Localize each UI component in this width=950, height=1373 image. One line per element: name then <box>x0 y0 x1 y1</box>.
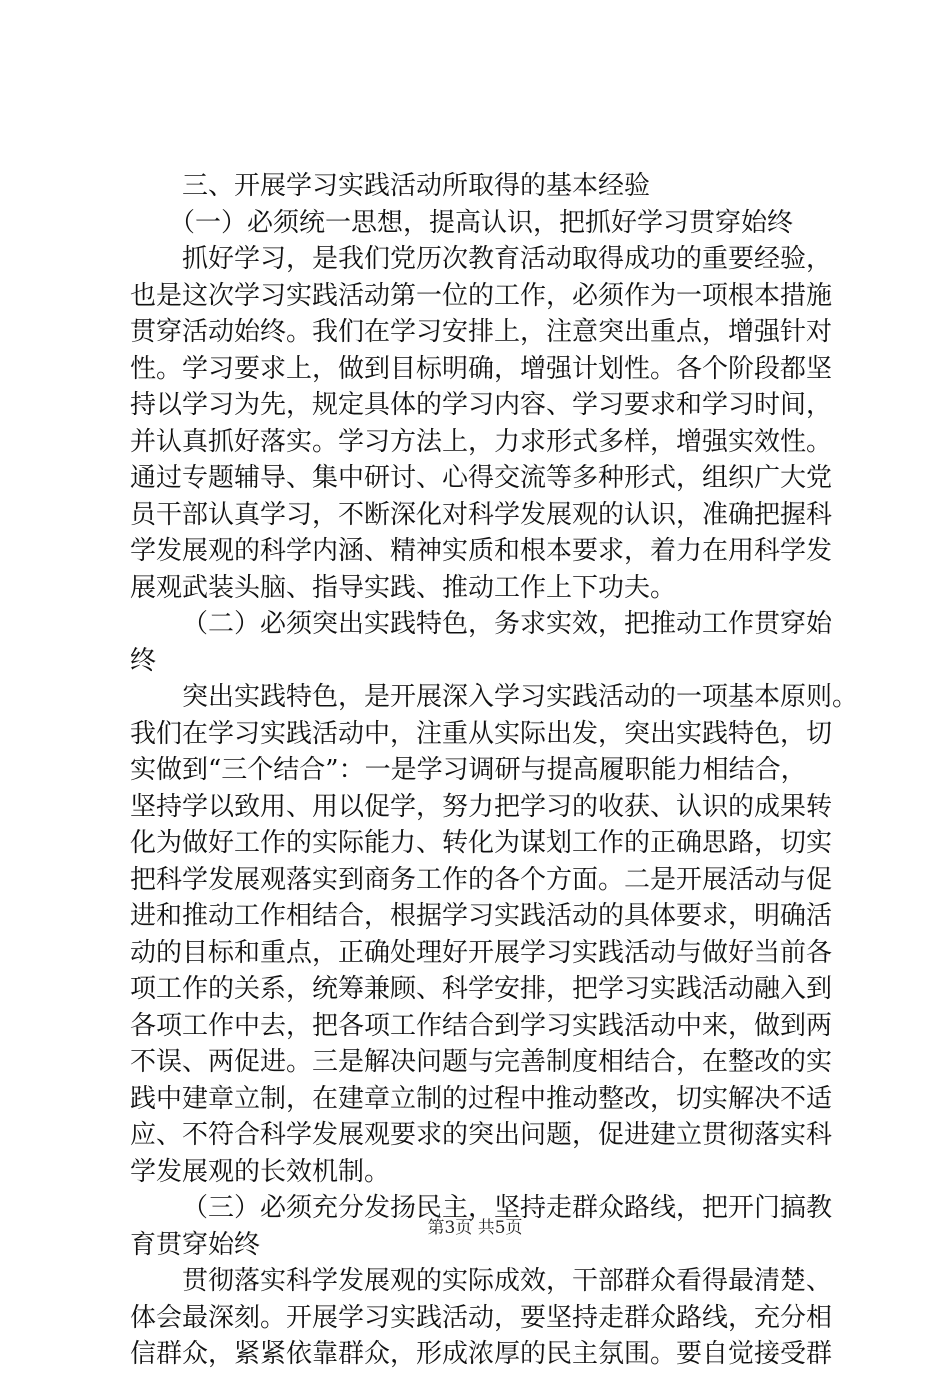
paragraph-line: 并认真抓好落实。学习方法上，力求形式多样，增强实效性。 <box>130 426 833 457</box>
paragraph-line: 性。学习要求上，做到目标明确，增强计划性。各个阶段都坚 <box>130 353 833 384</box>
subsection-heading-2-cont: 终 <box>130 645 157 676</box>
paragraph-line: 学发展观的科学内涵、精神实质和根本要求，着力在用科学发 <box>130 536 833 566</box>
paragraph-line: 实做到“三个结合”：一是学习调研与提高履职能力相结合， <box>130 755 807 785</box>
subsection-heading-3-cont: 育贯穿始终 <box>130 1229 261 1260</box>
paragraph-line: 抓好学习，是我们党历次教育活动取得成功的重要经验， <box>182 244 833 274</box>
paragraph-line: 贯彻落实科学发展观的实际成效，干部群众看得最清楚、 <box>182 1266 833 1296</box>
paragraph-line: 动的目标和重点，正确处理好开展学习实践活动与做好当前各 <box>130 937 833 968</box>
paragraph-line: 项工作的关系，统筹兼顾、科学安排，把学习实践活动融入到 <box>130 974 833 1004</box>
paragraph-line: 也是这次学习实践活动第一位的工作，必须作为一项根本措施 <box>130 280 833 311</box>
paragraph-line: 化为做好工作的实际能力、转化为谋划工作的正确思路，切实 <box>130 828 833 858</box>
document-body <box>130 168 859 1373</box>
paragraph-line: 践中建章立制，在建章立制的过程中推动整改，切实解决不适 <box>130 1083 833 1114</box>
paragraph-line: 贯穿活动始终。我们在学习安排上，注意突出重点，增强针对 <box>130 317 833 347</box>
paragraph-line: 学发展观的长效机制。 <box>130 1156 391 1187</box>
paragraph-line: 员干部认真学习，不断深化对科学发展观的认识，准确把握科 <box>130 499 833 530</box>
paragraph-line: 应、不符合科学发展观要求的突出问题，促进建立贯彻落实科 <box>130 1120 833 1150</box>
paragraph-line: 通过专题辅导、集中研讨、心得交流等多种形式，组织广大党 <box>130 463 833 493</box>
paragraph-line: 坚持学以致用、用以促学，努力把学习的收获、认识的成果转 <box>130 791 833 822</box>
subsection-heading-3: （三）必须充分发扬民主，坚持走群众路线，把开门搞教 <box>182 1193 833 1223</box>
paragraph-line: 展观武装头脑、指导实践、推动工作上下功夫。 <box>130 572 677 603</box>
paragraph-line: 各项工作中去，把各项工作结合到学习实践活动中来，做到两 <box>130 1010 833 1041</box>
section-heading: 三、开展学习实践活动所取得的基本经验 <box>182 171 651 201</box>
paragraph-line: 持以学习为先，规定具体的学习内容、学习要求和学习时间， <box>130 390 833 420</box>
page-footer: 第3页 共5页 <box>427 1218 523 1238</box>
subsection-heading-2: （二）必须突出实践特色，务求实效，把推动工作贯穿始 <box>182 609 833 639</box>
paragraph-line: 体会最深刻。开展学习实践活动，要坚持走群众路线，充分相 <box>130 1302 833 1333</box>
paragraph-line: 突出实践特色，是开展深入学习实践活动的一项基本原则。 <box>182 682 859 712</box>
paragraph-line: 不误、两促进。三是解决问题与完善制度相结合，在整改的实 <box>130 1047 833 1077</box>
paragraph-line: 把科学发展观落实到商务工作的各个方面。二是开展活动与促 <box>130 864 833 895</box>
subsection-heading-1: （一）必须统一思想，提高认识，把抓好学习贯穿始终 <box>169 207 794 238</box>
paragraph-line: 进和推动工作相结合，根据学习实践活动的具体要求，明确活 <box>130 901 833 931</box>
paragraph-line: 信群众，紧紧依靠群众，形成浓厚的民主氛围。要自觉接受群 <box>130 1339 833 1369</box>
paragraph-line: 我们在学习实践活动中，注重从实际出发，突出实践特色，切 <box>130 718 833 749</box>
